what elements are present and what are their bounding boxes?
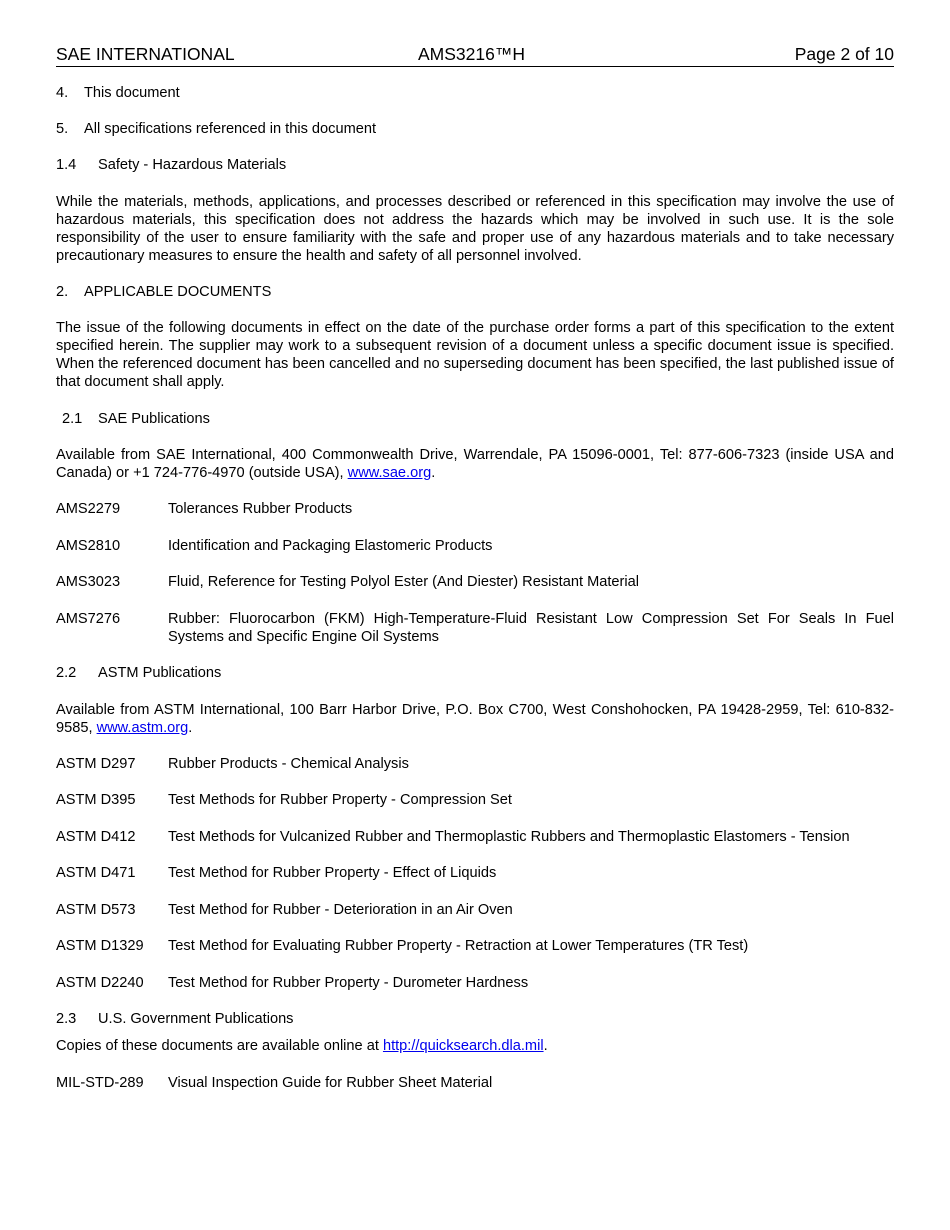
list-item-text: This document (84, 85, 180, 101)
body-text: . (188, 720, 193, 736)
reference-code: AMS2810 (56, 538, 121, 554)
reference-row (56, 828, 894, 846)
reference-title: Visual Inspection Guide for Rubber Sheet Material (168, 1075, 493, 1091)
reference-title: Fluid, Reference for Testing Polyol Ester (And Diester) Resistant Material (168, 574, 639, 590)
section-number: 2. (56, 284, 69, 300)
section-heading-2-3 (56, 1010, 894, 1028)
section-2-1-body (56, 446, 894, 482)
reference-title: Test Methods for Vulcanized Rubber and Thermoplastic Rubbers and Thermoplastic Elastomers - Tension (168, 829, 850, 845)
reference-row (56, 755, 894, 773)
list-item-number: 5. (56, 121, 69, 137)
reference-row (56, 573, 894, 591)
reference-title: Test Method for Rubber - Deterioration in an Air Oven (168, 902, 513, 918)
reference-code: ASTM D2240 (56, 975, 144, 991)
reference-row (56, 937, 894, 955)
reference-row (56, 864, 894, 882)
reference-row (56, 901, 894, 919)
page-header (56, 44, 894, 67)
reference-row (56, 974, 894, 992)
section-heading-2-2 (56, 664, 894, 682)
reference-title: Identification and Packaging Elastomeric Products (168, 538, 493, 554)
section-2-body: The issue of the following documents in effect on the date of the purchase order forms a part of this specification to the extent specified herein. The supplier may work to a subsequent revision of a document unless a specific document issue is specified. When the referenced document has been cancelled and no superseding document has been specified, the last published issue of that document shall apply. (56, 320, 894, 390)
quicksearch-link[interactable]: http://quicksearch.dla.mil (382, 1038, 544, 1054)
section-title: APPLICABLE DOCUMENTS (84, 284, 272, 300)
section-heading-2 (56, 283, 894, 301)
header-doc-id: AMS3216™H (418, 44, 525, 64)
section-title: U.S. Government Publications (98, 1011, 294, 1027)
sae-website-link[interactable]: www.sae.org (347, 465, 432, 481)
reference-code: ASTM D395 (56, 792, 136, 808)
reference-code: AMS7276 (56, 611, 121, 627)
section-number: 1.4 (56, 157, 77, 173)
reference-row (56, 500, 894, 518)
list-item-number: 4. (56, 85, 69, 101)
reference-code: ASTM D1329 (56, 938, 144, 954)
reference-row (56, 610, 894, 646)
reference-row (56, 1074, 894, 1092)
reference-title: Rubber: Fluorocarbon (FKM) High-Temperature-Fluid Resistant Low Compression Set For Seals In Fuel Systems and Specific Engine Oil Systems (168, 611, 894, 645)
reference-title: Test Method for Rubber Property - Effect of Liquids (168, 865, 497, 881)
section-number: 2.3 (56, 1011, 77, 1027)
section-heading-2-1 (62, 410, 900, 428)
section-heading-1-4 (56, 156, 894, 174)
section-2-2-body (56, 701, 894, 737)
reference-title: Test Method for Rubber Property - Durometer Hardness (168, 975, 529, 991)
reference-title: Tolerances Rubber Products (168, 501, 353, 517)
list-item (56, 84, 894, 102)
section-2-3-body (56, 1037, 894, 1055)
reference-title: Rubber Products - Chemical Analysis (168, 756, 409, 772)
body-text: Copies of these documents are available online at (56, 1038, 383, 1054)
section-1-4-body: While the materials, methods, applications, and processes described or referenced in this specification may involve the use of hazardous materials, this specification does not address the hazards which may be involved in such use. It is the sole responsibility of the user to ensure familiarity with the safe and proper use of any hazardous materials and to take necessary precautionary measures to ensure the health and safety of all personnel involved. (56, 194, 894, 264)
reference-row (56, 791, 894, 809)
reference-title: Test Method for Evaluating Rubber Property - Retraction at Lower Temperatures (TR Test) (168, 938, 749, 954)
reference-code: ASTM D297 (56, 756, 136, 772)
section-number: 2.1 (62, 411, 83, 427)
body-text: . (431, 465, 436, 481)
reference-row (56, 537, 894, 555)
reference-code: ASTM D412 (56, 829, 136, 845)
reference-title: Test Methods for Rubber Property - Compression Set (168, 792, 512, 808)
body-text: Available from ASTM International, 100 Barr Harbor Drive, P.O. Box C700, West Conshohocken, PA 19428-2959, Tel: 610-832-9585, (56, 702, 894, 736)
list-item (56, 120, 894, 138)
section-number: 2.2 (56, 665, 77, 681)
list-item-text: All specifications referenced in this document (84, 121, 377, 137)
header-page-number: Page 2 of 10 (794, 44, 894, 64)
reference-code: ASTM D573 (56, 902, 136, 918)
reference-code: AMS2279 (56, 501, 121, 517)
body-text: Available from SAE International, 400 Commonwealth Drive, Warrendale, PA 15096-0001, Tel: 877-606-7323 (inside USA and Canada) or +1 724-776-4970 (outside USA), (56, 447, 894, 481)
header-org: SAE INTERNATIONAL (56, 44, 235, 64)
section-title: SAE Publications (98, 411, 210, 427)
astm-website-link[interactable]: www.astm.org (96, 720, 189, 736)
reference-code: AMS3023 (56, 574, 121, 590)
section-title: Safety - Hazardous Materials (98, 157, 287, 173)
body-text: . (543, 1038, 548, 1054)
section-title: ASTM Publications (98, 665, 222, 681)
reference-code: MIL-STD-289 (56, 1075, 144, 1091)
reference-code: ASTM D471 (56, 865, 136, 881)
